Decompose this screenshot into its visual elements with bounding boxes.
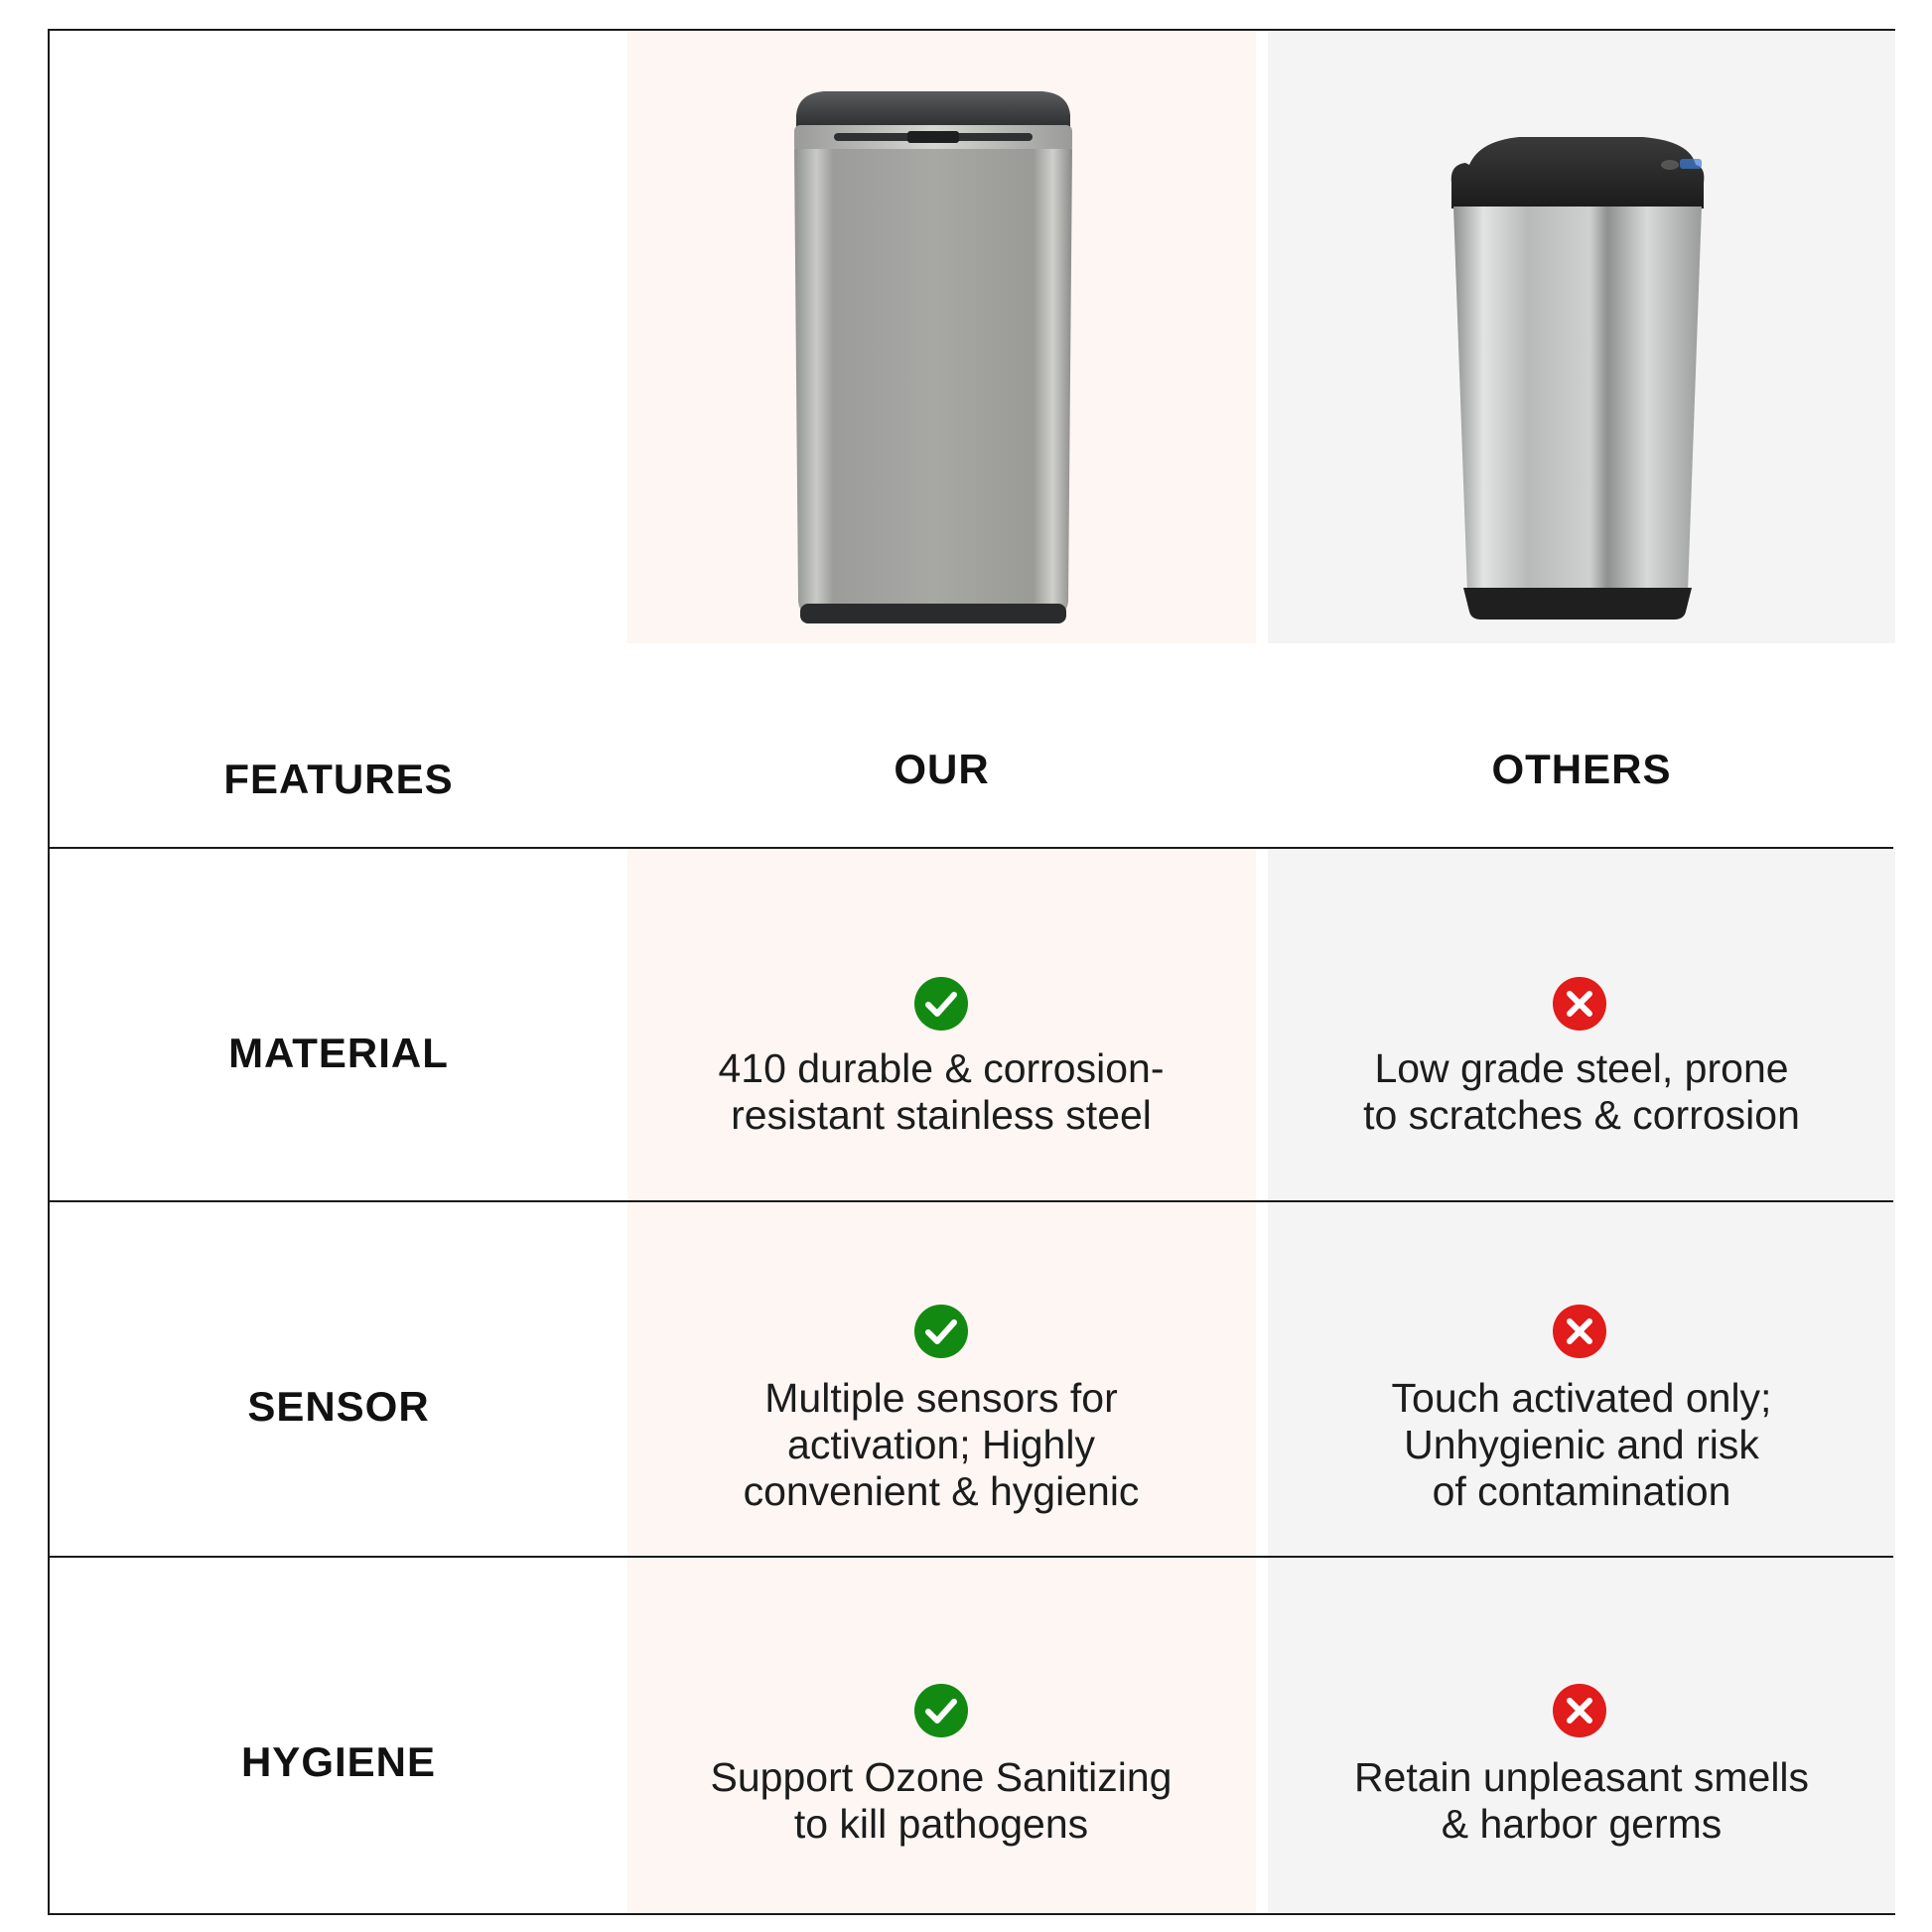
others-header: OTHERS <box>1491 746 1672 792</box>
x-circle-icon <box>1552 976 1607 1032</box>
others-trash-can-image <box>1440 125 1718 641</box>
x-circle-icon <box>1552 1683 1607 1738</box>
others-sensor-text: Touch activated only; Unhygienic and risk of contamination <box>1391 1375 1772 1514</box>
row-divider <box>50 1556 1893 1558</box>
others-hygiene-text: Retain unpleasant smells & harbor germs <box>1353 1754 1810 1847</box>
ours-sensor-text: Multiple sensors for activation; Highly convenient & hygienic <box>743 1375 1140 1514</box>
check-circle-icon <box>913 976 969 1032</box>
ours-hygiene-text: Support Ozone Sanitizing to kill pathogens <box>710 1754 1173 1847</box>
x-circle-icon <box>1552 1304 1607 1359</box>
row-divider <box>50 1200 1893 1202</box>
features-header: FEATURES <box>223 756 454 802</box>
check-circle-icon <box>913 1304 969 1359</box>
feature-label-sensor: SENSOR <box>247 1383 430 1430</box>
feature-label-hygiene: HYGIENE <box>240 1738 437 1785</box>
row-divider <box>50 847 1893 849</box>
comparison-table <box>48 29 1895 1915</box>
others-material-text: Low grade steel, prone to scratches & corrosion <box>1363 1045 1800 1138</box>
ours-header: OUR <box>894 746 990 792</box>
our-trash-can-image <box>774 85 1092 636</box>
check-circle-icon <box>913 1683 969 1738</box>
ours-material-text: 410 durable & corrosion- resistant stainless steel <box>718 1045 1165 1138</box>
feature-label-material: MATERIAL <box>228 1030 449 1076</box>
